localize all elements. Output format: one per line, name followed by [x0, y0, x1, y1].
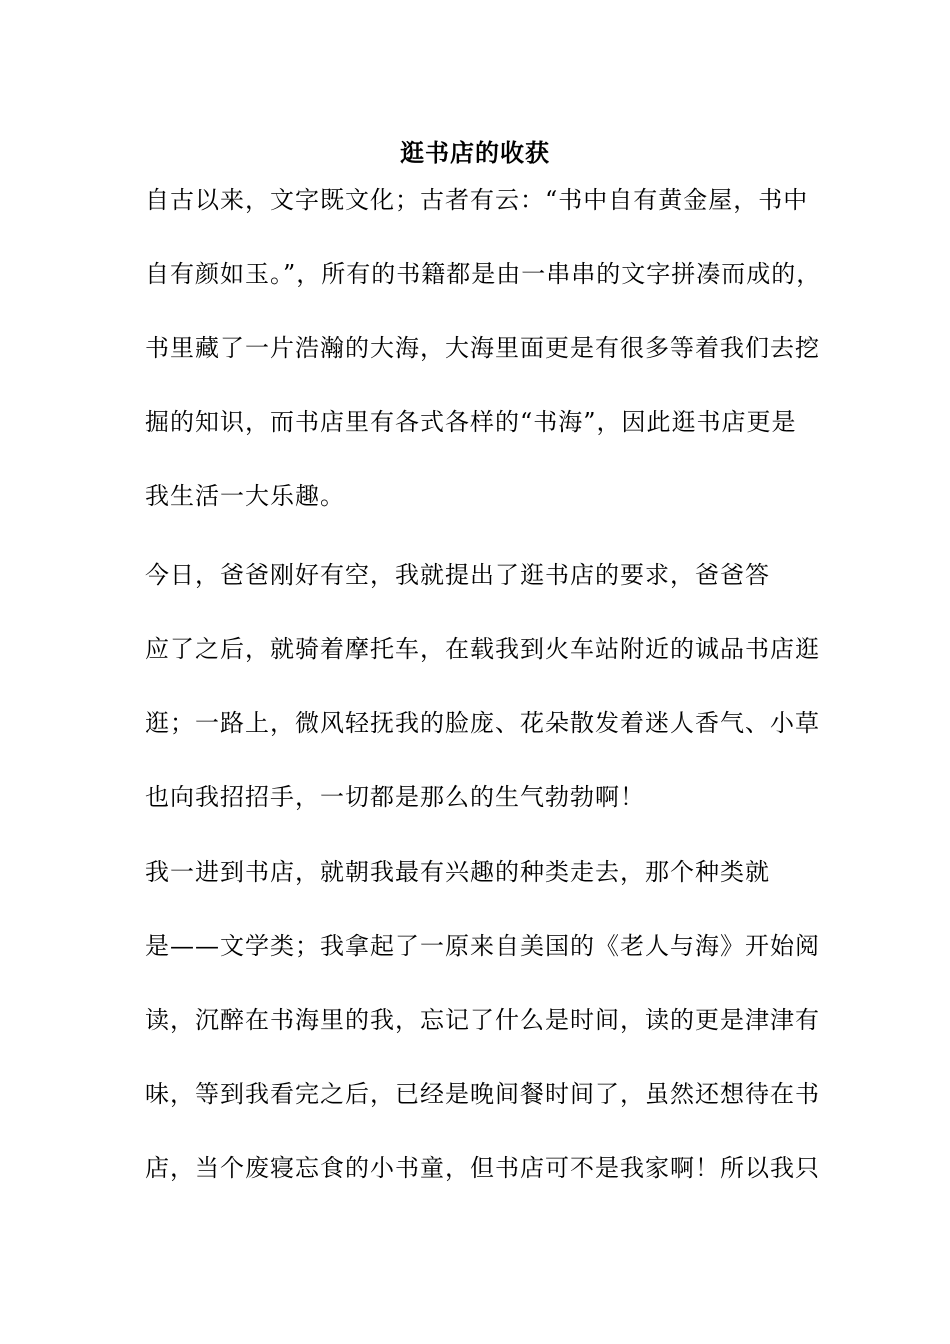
- paragraph-line: 我一进到书店，就朝我最有兴趣的种类走去，那个种类就: [145, 858, 770, 886]
- paragraph-line: 店，当个废寝忘食的小书童，但书店可不是我家啊！所以我只: [145, 1154, 820, 1182]
- paragraph-line: 我生活一大乐趣。: [145, 482, 345, 510]
- paragraph-line: 今日，爸爸刚好有空，我就提出了逛书店的要求，爸爸答: [145, 561, 770, 589]
- document-title: 逛书店的收获: [400, 138, 550, 167]
- paragraph-line: 是——文学类；我拿起了一原来自美国的《老人与海》开始阅: [145, 932, 820, 960]
- paragraph-line: 掘的知识，而书店里有各式各样的“书海”，因此逛书店更是: [145, 408, 797, 436]
- paragraph-line: 书里藏了一片浩瀚的大海，大海里面更是有很多等着我们去挖: [145, 334, 820, 362]
- paragraph-line: 应了之后，就骑着摩托车，在载我到火车站附近的诚品书店逛: [145, 635, 820, 663]
- paragraph-line: 读，沉醉在书海里的我，忘记了什么是时间，读的更是津津有: [145, 1006, 820, 1034]
- paragraph-line: 味，等到我看完之后，已经是晚间餐时间了，虽然还想待在书: [145, 1080, 820, 1108]
- paragraph-line: 逛；一路上，微风轻抚我的脸庞、花朵散发着迷人香气、小草: [145, 709, 820, 737]
- paragraph-line: 也向我招招手，一切都是那么的生气勃勃啊！: [145, 783, 645, 811]
- paragraph-line: 自有颜如玉。”，所有的书籍都是由一串串的文字拼凑而成的，: [145, 260, 822, 288]
- paragraph-line: 自古以来，文字既文化；古者有云：“书中自有黄金屋，书中: [145, 186, 809, 214]
